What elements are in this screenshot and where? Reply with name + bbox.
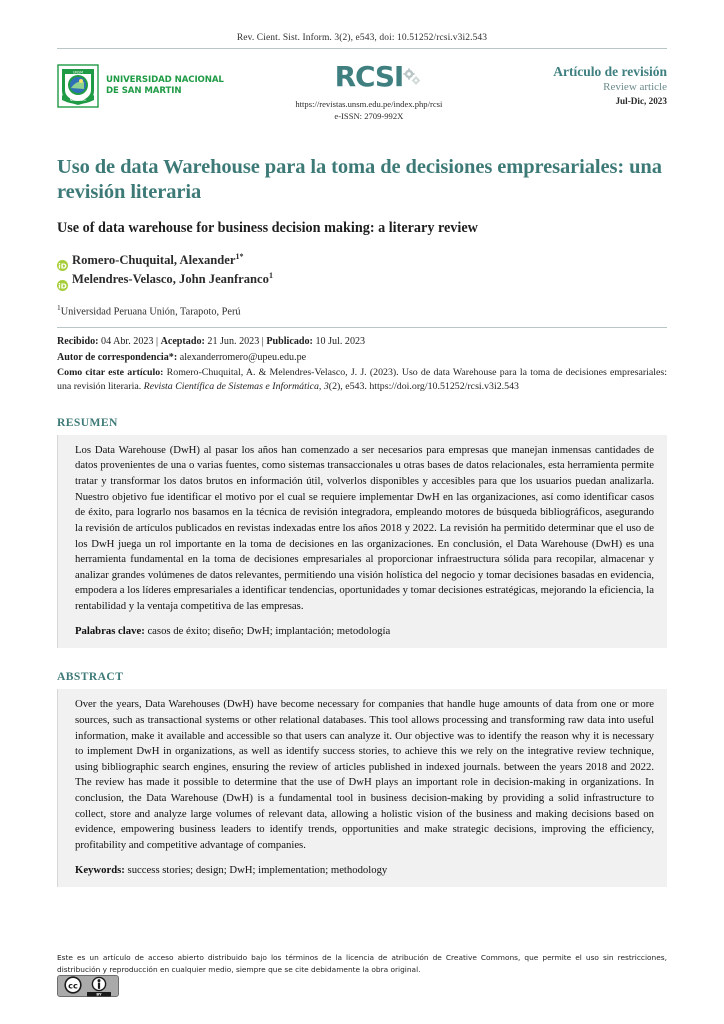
author-name-text: Melendres-Velasco, John Jeanfranco: [72, 272, 269, 287]
accepted-label: Aceptado:: [160, 336, 205, 348]
journal-block: [254, 62, 483, 123]
abstract-keywords-value: success stories; design; DwH; implementation; methodology: [127, 863, 388, 876]
accepted-value: 21 Jun. 2023: [207, 336, 260, 348]
published-value: 10 Jul. 2023: [315, 336, 366, 348]
metadata-divider: [57, 327, 667, 328]
cite-label: Como citar este artículo:: [57, 366, 164, 378]
author-name-text: Romero-Chuquital, Alexander: [72, 252, 236, 267]
svg-text:iD: iD: [58, 261, 67, 271]
header-divider: [57, 48, 667, 49]
publisher-block: [57, 62, 254, 108]
abstract-body: Over the years, Data Warehouses (DwH) have become necessary for companies that handle huge amounts of data from one or more sources, such as transactional systems or other relational databases. This tool allows processing and transforming raw data into useful information, make it available and accessible so that users can analyze it. Our objective was to identify the reason why it is necessary to implement DwH in organizations, as well as identify success stories, to achieve this we rely on the integrative review technique, using bibliographic search engines, ensuring the review of articles published in indexed journals. between the years 2018 and 2022. The review has made it possible to determine that the use of DwH plays an important role in decision-making in organizations. In conclusion, the Data Warehouse (DwH) is a fundamental tool in business decision-making by providing a solid infrastructure to collect, store and analyze large volumes of relevant data, allowing a holistic vision of the business and making decisions based on evidence, empowering business leaders to identify trends, opportunities and make strategic decisions, improving the efficiency, profitability and competitive advantage of companies.: [75, 698, 654, 851]
citation-line: [57, 366, 667, 394]
abstract-keywords: [75, 863, 654, 879]
page-title: Uso de data Warehouse para la toma de decisiones empresariales: una revisión literaria: [57, 156, 662, 204]
author-item: [57, 270, 667, 290]
affiliation: [57, 303, 667, 317]
university-name-line1: UNIVERSIDAD NACIONAL: [106, 74, 224, 85]
corresponding-email[interactable]: alexanderromero@upeu.edu.pe: [179, 351, 307, 363]
svg-text:cc: cc: [68, 980, 78, 991]
meta-separator: |: [261, 336, 264, 348]
article-type-en: Review article: [603, 81, 667, 94]
author-name: [72, 270, 273, 290]
journal-issn: e-ISSN: 2709-992X: [334, 111, 404, 122]
resumen-heading: RESUMEN: [57, 415, 118, 429]
article-type-block: [484, 62, 667, 108]
running-head: Rev. Cient. Sist. Inform. 3(2), e543, doi: 10.51252/rcsi.v3i2.543: [236, 33, 488, 43]
svg-text:NACIONAL: NACIONAL: [69, 98, 87, 102]
orcid-icon[interactable]: [57, 255, 68, 271]
svg-text:BY: BY: [96, 992, 102, 997]
resumen-keywords-value: casos de éxito; diseño; DwH; implantación; metodología: [147, 624, 391, 637]
svg-text:iD: iD: [58, 281, 67, 291]
journal-url[interactable]: https://revistas.unsm.edu.pe/index.php/rcsi: [295, 99, 443, 109]
rcsi-logo: [334, 60, 404, 93]
author-name: [72, 251, 244, 271]
author-marks: 1*: [235, 251, 244, 261]
issue-date: Jul-Dic, 2023: [615, 96, 667, 107]
masthead: [57, 62, 667, 124]
license-text: Este es un artículo de acceso abierto distribuido bajo los términos de la licencia de atribución de Creative Commons, que permite el uso sin restricciones, distribución y reproducción en cualquier medio, siempre que se cite debidamente la obra original.: [57, 953, 667, 974]
author-item: [57, 251, 667, 271]
abstract-heading: ABSTRACT: [57, 670, 124, 684]
corresponding-label: Autor de correspondencia*:: [57, 351, 178, 363]
corresponding-author-line: [57, 350, 667, 365]
page-footer: [57, 952, 667, 1002]
university-name-line2: DE SAN MARTIN: [106, 86, 182, 96]
gears-icon: [403, 64, 420, 84]
cite-text-part2: (2), e543. https://doi.org/10.51252/rcsi.v3i2.543: [328, 380, 519, 392]
meta-separator: |: [156, 336, 159, 348]
affiliation-text: Universidad Peruana Unión, Tarapoto, Perú: [60, 306, 241, 318]
university-seal-icon: [57, 64, 99, 108]
svg-text:UNSM: UNSM: [72, 70, 84, 75]
abstract-keywords-label: Keywords:: [75, 863, 125, 876]
page-subtitle: Use of data warehouse for business decision making: a literary review: [57, 220, 478, 237]
author-marks: 1: [268, 271, 273, 281]
resumen-box: [57, 435, 667, 649]
cite-journal-name: Revista Científica de Sistemas e Informática, 3: [143, 380, 329, 392]
resumen-keywords: [75, 624, 654, 640]
author-list: [57, 251, 667, 290]
rcsi-logo-text: RCSI: [334, 60, 404, 93]
resumen-keywords-label: Palabras clave:: [75, 624, 145, 637]
creative-commons-badge-icon[interactable]: [57, 980, 119, 1001]
affiliation-mark: 1: [57, 303, 61, 312]
orcid-icon[interactable]: [57, 275, 68, 291]
published-label: Publicado:: [266, 336, 313, 348]
received-label: Recibido:: [57, 336, 99, 348]
resumen-body: Los Data Warehouse (DwH) al pasar los años han comenzado a ser necesarios para empresas que manejan inmensas cantidades de datos provenientes de una o varias fuentes, como sistemas transaccionales u otras bases de datos relacionales, esta herramienta permite tratar y transformar los datos brutos en información útil, volverlos disponibles y accesibles para que los usuarios puedan analizarla. Nuestro objetivo fue identificar el motivo por el cual se requiere implementar DwH en las organizaciones, así como identificar casos de éxito, para lograrlo nos basamos en la técnica de revisión integradora, empleando motores de búsqueda bibliográficos, asegurando la revisión de artículos publicados en revistas indexadas entre los años 2018 y 2022. La revisión ha permitido determinar que el uso de los DwH juega un rol importante en la toma de decisiones en las organizaciones. En conclusión, el Data Warehouse (DwH) es una herramienta fundamental en la toma de decisiones empresariales al proporcionar infraestructura sólida para recopilar, almacenar y analizar grandes volúmenes de datos relevantes, permitiendo una visión holística del negocio y tomar decisiones basadas en evidencia, empodera a los líderes empresariales a identificar tendencias, oportunidades y tomar decisiones estratégicas, mejorando la eficiencia, la rentabilidad y la ventaja competitiva de las empresas.: [75, 443, 654, 613]
cite-text-part1: Romero-Chuquital, A. & Melendres-Velasco, J. J. (2023). Uso de data Warehouse para la toma de decisiones empresariales: una revisión literaria.: [57, 366, 668, 392]
university-name: [106, 75, 224, 98]
received-value: 04 Abr. 2023: [101, 336, 154, 348]
abstract-box: [57, 689, 667, 887]
dates-line: [57, 334, 667, 349]
article-type-es: Artículo de revisión: [553, 64, 667, 79]
journal-url-block: [254, 98, 483, 123]
